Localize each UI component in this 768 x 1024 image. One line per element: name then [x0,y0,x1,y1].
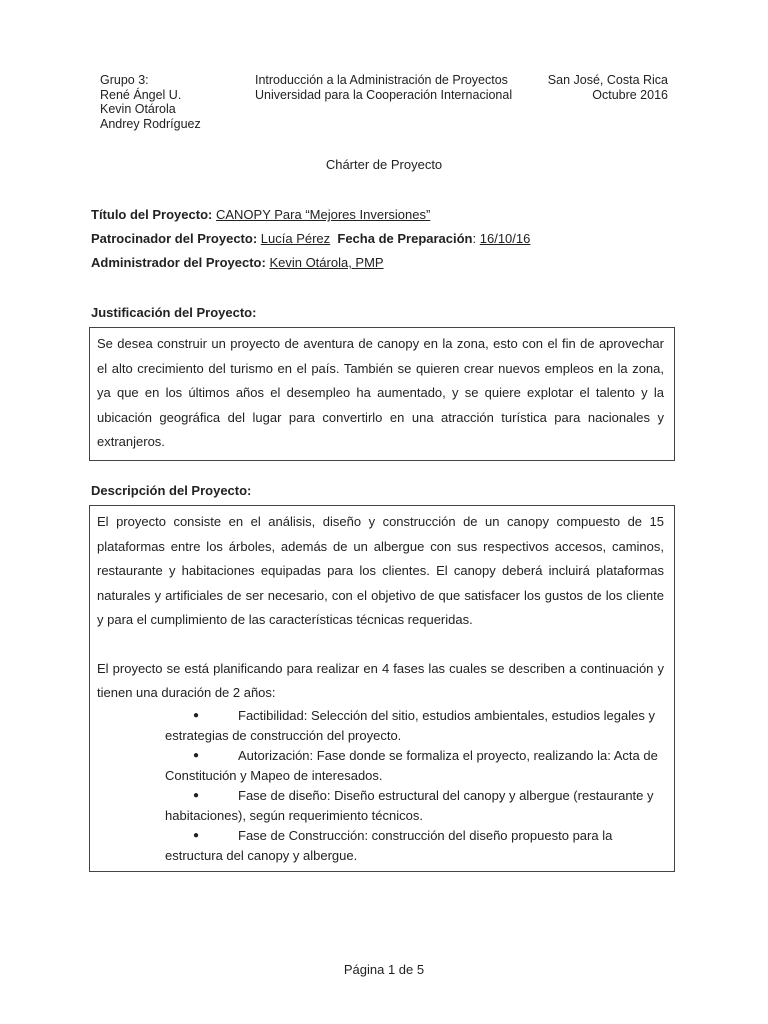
list-item [97,786,664,826]
list-item [97,826,664,866]
bullet-icon: ● [193,709,200,721]
header-university: Universidad para la Cooperación Internacional [255,87,513,102]
field-administrador [91,255,384,270]
bullet-icon: ● [193,749,200,761]
descripcion-box [89,505,675,872]
page-number: Página 1 de 5 [343,962,425,977]
header-member-3: Andrey Rodríguez [100,116,201,131]
bullet-icon: ● [193,829,200,841]
field-titulo-value: CANOPY Para “Mejores Inversiones” [215,207,431,222]
field-administrador-label: Administrador del Proyecto: [91,255,266,270]
field-administrador-value: Kevin Otárola, PMP [269,255,384,270]
phase-text: Fase de Construcción: construcción del diseño propuesto para la estructura del canopy y albergue. [165,827,613,863]
header-group-info [100,73,201,131]
justificacion-text: Se desea construir un proyecto de aventura de canopy en la zona, esto con el fin de aprovechar el alto crecimiento del turismo en el país. También se quieren crear nuevos empleos en la zona, ya que en los últimos años el desempleo ha aumentado, y se quiere explotar el talento y la ubicación geográfica del lugar para convertirlo en una atracción turística para nacionales y extranjeros. [97,336,664,449]
field-titulo-label: Título del Proyecto: [91,207,213,222]
justificacion-box [89,327,675,461]
phases-list [97,706,664,866]
field-patrocinador: Patrocinador del Proyecto: Lucía Pérez Fecha de Preparación: 16/10/16 [91,231,531,246]
header-location: San José, Costa Rica [547,73,668,87]
phase-text: Autorización: Fase donde se formaliza el proyecto, realizando la: Acta de Constitución y Mapeo de interesados. [165,747,658,783]
field-fecha-value: 16/10/16 [479,231,531,246]
header-course-name: Introducción a la Administración de Proyectos [255,73,508,87]
justificacion-heading: Justificación del Proyecto: [91,305,257,320]
field-patrocinador-label: Patrocinador del Proyecto: [91,231,258,246]
descripcion-paragraph-2: El proyecto se está planificando para realizar en 4 fases las cuales se describen a continuación y tienen una duración de 2 años: [97,660,664,700]
list-item [97,706,664,746]
descripcion-heading: Descripción del Proyecto: [91,483,252,498]
document-title: Chárter de Proyecto [325,157,443,172]
phase-text: Factibilidad: Selección del sitio, estudios ambientales, estudios legales y estrategias de construcción del proyecto. [165,707,655,743]
field-fecha-label: Fecha de Preparación [337,231,473,246]
header-group-label: Grupo 3: [100,73,149,87]
header-member-2: Kevin Otárola [100,102,176,116]
bullet-icon: ● [193,789,200,801]
descripcion-paragraph-1: El proyecto consiste en el análisis, diseño y construcción de un canopy compuesto de 15 plataformas entre los árboles, además de un albergue con sus respectivos accesos, caminos, restaurante y habitaciones equipadas para los clientes. El canopy deberá incluirá plataformas naturales y artificiales de ser necesario, con el objetivo de que satisfacer los gustos de los cliente y para el cumplimiento de las características técnicas requeridas. [97,514,664,627]
header-location-date [548,73,668,102]
list-item [97,746,664,786]
phase-text: Fase de diseño: Diseño estructural del canopy y albergue (restaurante y habitaciones), según requerimiento técnicos. [165,787,654,823]
header-date: Octubre 2016 [592,87,668,102]
header-member-1: René Ángel U. [100,87,182,102]
header-course-info [255,73,512,102]
field-titulo [91,207,430,222]
field-patrocinador-value: Lucía Pérez [260,231,331,246]
